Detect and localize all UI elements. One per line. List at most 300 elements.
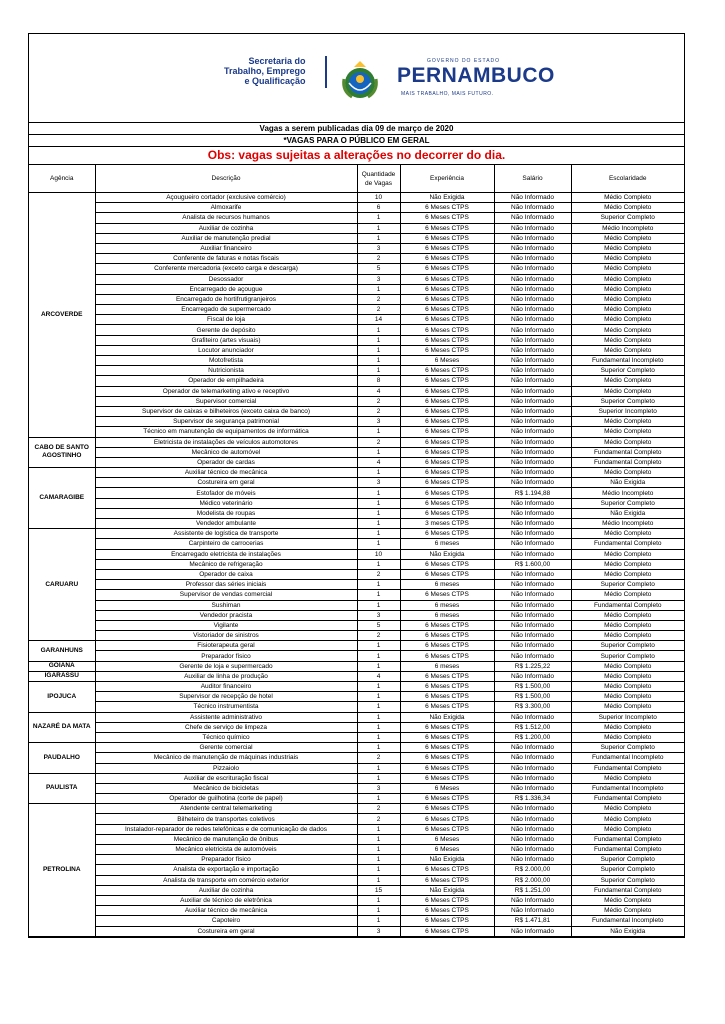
education-cell: Fundamental Completo: [571, 763, 684, 773]
education-cell: Médio Completo: [571, 569, 684, 579]
table-row: [29, 193, 684, 203]
header-agencia: Agência: [29, 165, 95, 193]
job-description-cell: Pizzaiolo: [95, 763, 357, 773]
education-cell: Superior Completo: [571, 743, 684, 753]
job-description-cell: Operador de cardas: [95, 457, 357, 467]
experience-cell: 6 Meses CTPS: [400, 203, 494, 213]
salary-cell: Não Informado: [494, 396, 571, 406]
job-description-cell: Nutricionista: [95, 366, 357, 376]
job-description-cell: Açougueiro cortador (exclusive comércio): [95, 193, 357, 203]
salary-cell: Não Informado: [494, 406, 571, 416]
table-row: [29, 814, 684, 824]
experience-cell: 6 Meses CTPS: [400, 814, 494, 824]
vacancy-count-cell: 1: [357, 488, 400, 498]
job-description-cell: Desossador: [95, 274, 357, 284]
education-cell: Médio Completo: [571, 682, 684, 692]
trabalho-line: Trabalho, Emprego: [224, 66, 306, 76]
agency-cell: PAUDALHO: [29, 743, 95, 774]
vacancy-count-cell: 10: [357, 193, 400, 203]
job-description-cell: Encarregado de açougue: [95, 284, 357, 294]
job-description-cell: Mecânico de manutenção de ônibus: [95, 834, 357, 844]
education-cell: Superior Incompleto: [571, 712, 684, 722]
table-row: [29, 620, 684, 630]
salary-cell: Não Informado: [494, 274, 571, 284]
table-row: [29, 386, 684, 396]
education-cell: Médio Completo: [571, 325, 684, 335]
date-title: Vagas a serem publicadas dia 09 de março de 2020: [29, 123, 684, 135]
salary-cell: Não Informado: [494, 804, 571, 814]
table-row: [29, 366, 684, 376]
salary-cell: R$ 1.500,00: [494, 682, 571, 692]
experience-cell: 6 Meses CTPS: [400, 895, 494, 905]
job-description-cell: Analista de transporte em comércio exterior: [95, 875, 357, 885]
table-row: [29, 478, 684, 488]
table-row: [29, 457, 684, 467]
vacancy-count-cell: 1: [357, 233, 400, 243]
experience-cell: 6 Meses CTPS: [400, 213, 494, 223]
experience-cell: 6 Meses CTPS: [400, 559, 494, 569]
education-cell: Médio Completo: [571, 376, 684, 386]
salary-cell: R$ 1.471,81: [494, 916, 571, 926]
table-row: [29, 427, 684, 437]
education-cell: Médio Completo: [571, 193, 684, 203]
experience-cell: 6 Meses CTPS: [400, 692, 494, 702]
table-row: [29, 356, 684, 366]
vacancy-count-cell: 4: [357, 671, 400, 681]
table-row: [29, 376, 684, 386]
vacancy-count-cell: 10: [357, 549, 400, 559]
job-description-cell: Gerente de depósito: [95, 325, 357, 335]
vacancy-count-cell: 1: [357, 366, 400, 376]
salary-cell: Não Informado: [494, 590, 571, 600]
education-cell: Superior Completo: [571, 580, 684, 590]
salary-cell: Não Informado: [494, 906, 571, 916]
experience-cell: Não Exigida: [400, 712, 494, 722]
salary-cell: Não Informado: [494, 478, 571, 488]
vacancy-count-cell: 1: [357, 223, 400, 233]
education-cell: Médio Completo: [571, 722, 684, 732]
job-description-cell: Vendedor ambulante: [95, 519, 357, 529]
experience-cell: 6 Meses CTPS: [400, 743, 494, 753]
experience-cell: Não Exigida: [400, 885, 494, 895]
education-cell: Médio Completo: [571, 427, 684, 437]
vacancy-count-cell: 1: [357, 916, 400, 926]
experience-cell: 6 Meses CTPS: [400, 305, 494, 315]
experience-cell: 6 Meses CTPS: [400, 906, 494, 916]
table-row: [29, 437, 684, 447]
vacancy-count-cell: 14: [357, 315, 400, 325]
vacancy-count-cell: 1: [357, 855, 400, 865]
vacancy-count-cell: 1: [357, 692, 400, 702]
education-cell: Médio Completo: [571, 254, 684, 264]
vacancy-count-cell: 5: [357, 620, 400, 630]
education-cell: Superior Completo: [571, 396, 684, 406]
experience-cell: 6 Meses CTPS: [400, 447, 494, 457]
vacancy-count-cell: 1: [357, 794, 400, 804]
salary-cell: Não Informado: [494, 203, 571, 213]
education-cell: Fundamental Incompleto: [571, 356, 684, 366]
vacancy-count-cell: 1: [357, 600, 400, 610]
experience-cell: Não Exigida: [400, 855, 494, 865]
education-cell: Médio Completo: [571, 631, 684, 641]
salary-cell: Não Informado: [494, 519, 571, 529]
education-cell: Médio Completo: [571, 732, 684, 742]
salary-cell: Não Informado: [494, 447, 571, 457]
education-cell: Médio Completo: [571, 702, 684, 712]
vacancy-count-cell: 1: [357, 590, 400, 600]
salary-cell: Não Informado: [494, 600, 571, 610]
job-description-cell: Preparador físico: [95, 855, 357, 865]
agency-cell: IPOJUCA: [29, 682, 95, 713]
header-salario: Salário: [494, 165, 571, 193]
salary-cell: Não Informado: [494, 783, 571, 793]
table-row: [29, 274, 684, 284]
salary-cell: R$ 1.600,00: [494, 559, 571, 569]
job-description-cell: Vendedor pracista: [95, 610, 357, 620]
job-description-cell: Conferente de faturas e notas fiscais: [95, 254, 357, 264]
job-description-cell: Auxiliar de cozinha: [95, 223, 357, 233]
salary-cell: Não Informado: [494, 743, 571, 753]
job-listing-sheet: [28, 33, 685, 938]
salary-cell: Não Informado: [494, 569, 571, 579]
salary-cell: Não Informado: [494, 294, 571, 304]
experience-cell: 6 Meses CTPS: [400, 794, 494, 804]
logo-divider: [325, 56, 327, 88]
table-row: [29, 468, 684, 478]
experience-cell: 6 Meses CTPS: [400, 620, 494, 630]
agency-cell: CAMARAGIBE: [29, 468, 95, 529]
experience-cell: 6 Meses CTPS: [400, 508, 494, 518]
vacancy-count-cell: 4: [357, 386, 400, 396]
education-cell: Médio Completo: [571, 294, 684, 304]
experience-cell: 6 meses: [400, 600, 494, 610]
education-cell: Médio Completo: [571, 264, 684, 274]
experience-cell: 6 Meses CTPS: [400, 804, 494, 814]
salary-cell: R$ 1.512,00: [494, 722, 571, 732]
job-description-cell: Auditor financeiro: [95, 682, 357, 692]
job-description-cell: Auxiliar de cozinha: [95, 885, 357, 895]
agency-cell: CABO DE SANTO AGOSTINHO: [29, 437, 95, 468]
experience-cell: 6 Meses CTPS: [400, 671, 494, 681]
education-cell: Não Exigida: [571, 508, 684, 518]
salary-cell: R$ 2.000,00: [494, 875, 571, 885]
vacancy-count-cell: 1: [357, 468, 400, 478]
vacancy-count-cell: 2: [357, 406, 400, 416]
vacancy-count-cell: 1: [357, 641, 400, 651]
education-cell: Médio Completo: [571, 671, 684, 681]
table-row: [29, 855, 684, 865]
salary-cell: Não Informado: [494, 641, 571, 651]
vacancy-count-cell: 1: [357, 743, 400, 753]
education-cell: Médio Completo: [571, 559, 684, 569]
experience-cell: 6 Meses CTPS: [400, 926, 494, 936]
job-description-cell: Auxiliar de técnico de eletrônica: [95, 895, 357, 905]
vacancy-count-cell: 1: [357, 427, 400, 437]
table-row: [29, 335, 684, 345]
experience-cell: 6 Meses CTPS: [400, 376, 494, 386]
table-row: [29, 671, 684, 681]
education-cell: Superior Completo: [571, 855, 684, 865]
vacancy-count-cell: 1: [357, 906, 400, 916]
table-row: [29, 651, 684, 661]
table-row: [29, 233, 684, 243]
experience-cell: 6 Meses: [400, 783, 494, 793]
education-cell: Fundamental Completo: [571, 600, 684, 610]
job-description-cell: Auxiliar técnico de mecânica: [95, 468, 357, 478]
job-description-cell: Supervisor de recepção de hotel: [95, 692, 357, 702]
vacancy-count-cell: 1: [357, 845, 400, 855]
education-cell: Médio Completo: [571, 305, 684, 315]
table-row: [29, 692, 684, 702]
table-row: [29, 661, 684, 671]
vacancies-table: [29, 165, 684, 937]
experience-cell: 6 Meses CTPS: [400, 284, 494, 294]
education-cell: Médio Completo: [571, 233, 684, 243]
education-cell: Médio Completo: [571, 417, 684, 427]
vacancy-count-cell: 2: [357, 396, 400, 406]
job-description-cell: Sushiman: [95, 600, 357, 610]
salary-cell: Não Informado: [494, 895, 571, 905]
vacancy-count-cell: 1: [357, 834, 400, 844]
slogan-text: MAIS TRABALHO, MAIS FUTURO.: [401, 91, 494, 97]
education-cell: Superior Incompleto: [571, 406, 684, 416]
salary-cell: R$ 1.194,88: [494, 488, 571, 498]
salary-cell: Não Informado: [494, 539, 571, 549]
vacancy-count-cell: 3: [357, 610, 400, 620]
vacancy-count-cell: 1: [357, 498, 400, 508]
vacancy-count-cell: 2: [357, 294, 400, 304]
table-row: [29, 447, 684, 457]
education-cell: Fundamental Completo: [571, 539, 684, 549]
job-description-cell: Analista de recursos humanos: [95, 213, 357, 223]
experience-cell: 6 Meses CTPS: [400, 457, 494, 467]
experience-cell: 6 Meses CTPS: [400, 437, 494, 447]
table-row: [29, 488, 684, 498]
job-description-cell: Fiscal de loja: [95, 315, 357, 325]
agency-cell: PETROLINA: [29, 804, 95, 936]
experience-cell: 6 Meses CTPS: [400, 763, 494, 773]
table-row: [29, 732, 684, 742]
experience-cell: 6 Meses CTPS: [400, 233, 494, 243]
job-description-cell: Costureira em geral: [95, 478, 357, 488]
experience-cell: 6 Meses CTPS: [400, 753, 494, 763]
vacancy-count-cell: 1: [357, 213, 400, 223]
job-description-cell: Operador de guilhotina (corte de papel): [95, 794, 357, 804]
salary-cell: R$ 3.300,00: [494, 702, 571, 712]
salary-cell: Não Informado: [494, 223, 571, 233]
table-row: [29, 345, 684, 355]
table-row: [29, 396, 684, 406]
education-cell: Médio Completo: [571, 549, 684, 559]
experience-cell: 6 Meses CTPS: [400, 325, 494, 335]
vacancy-count-cell: 1: [357, 732, 400, 742]
vacancy-count-cell: 1: [357, 559, 400, 569]
vacancy-count-cell: 1: [357, 284, 400, 294]
vacancy-count-cell: 1: [357, 519, 400, 529]
table-row: [29, 610, 684, 620]
vacancy-count-cell: 1: [357, 895, 400, 905]
experience-cell: 6 Meses CTPS: [400, 631, 494, 641]
job-description-cell: Atendente central telemarketing: [95, 804, 357, 814]
education-cell: Médio Incompleto: [571, 223, 684, 233]
education-cell: Médio Completo: [571, 274, 684, 284]
job-description-cell: Supervisor de segurança patrimonial: [95, 417, 357, 427]
experience-cell: 6 Meses CTPS: [400, 488, 494, 498]
experience-cell: 6 Meses CTPS: [400, 315, 494, 325]
salary-cell: Não Informado: [494, 386, 571, 396]
job-description-cell: Médico veterinário: [95, 498, 357, 508]
table-row: [29, 539, 684, 549]
job-description-cell: Almoxarife: [95, 203, 357, 213]
education-cell: Médio Completo: [571, 386, 684, 396]
education-cell: Superior Completo: [571, 213, 684, 223]
vacancy-count-cell: 2: [357, 631, 400, 641]
experience-cell: 6 Meses CTPS: [400, 406, 494, 416]
education-cell: Fundamental Incompleto: [571, 783, 684, 793]
experience-cell: 6 Meses CTPS: [400, 396, 494, 406]
governo-label: GOVERNO DO ESTADO: [427, 58, 501, 64]
table-row: [29, 254, 684, 264]
job-description-cell: Eletricista de instalações de veículos automotores: [95, 437, 357, 447]
experience-cell: 3 meses CTPS: [400, 519, 494, 529]
table-row: [29, 895, 684, 905]
table-row: [29, 845, 684, 855]
education-cell: Fundamental Incompleto: [571, 916, 684, 926]
agency-cell: NAZARÉ DA MATA: [29, 712, 95, 743]
education-cell: Superior Completo: [571, 875, 684, 885]
experience-cell: 6 Meses CTPS: [400, 590, 494, 600]
experience-cell: 6 meses: [400, 539, 494, 549]
job-description-cell: Fisioterapeuta geral: [95, 641, 357, 651]
table-header-row: [29, 165, 684, 193]
salary-cell: Não Informado: [494, 233, 571, 243]
vacancy-count-cell: 2: [357, 804, 400, 814]
job-description-cell: Supervisor de caixas e bilheteiros (exceto caixa de banco): [95, 406, 357, 416]
experience-cell: 6 Meses CTPS: [400, 427, 494, 437]
salary-cell: Não Informado: [494, 264, 571, 274]
vacancy-count-cell: 3: [357, 274, 400, 284]
table-row: [29, 834, 684, 844]
experience-cell: 6 meses: [400, 610, 494, 620]
education-cell: Médio Completo: [571, 814, 684, 824]
experience-cell: 6 Meses CTPS: [400, 386, 494, 396]
salary-cell: Não Informado: [494, 335, 571, 345]
experience-cell: 6 Meses CTPS: [400, 865, 494, 875]
table-row: [29, 315, 684, 325]
education-cell: Fundamental Completo: [571, 834, 684, 844]
salary-cell: Não Informado: [494, 712, 571, 722]
job-description-cell: Modelista de roupas: [95, 508, 357, 518]
agency-cell: IGARASSU: [29, 671, 95, 681]
table-row: [29, 406, 684, 416]
experience-cell: 6 Meses CTPS: [400, 264, 494, 274]
experience-cell: 6 Meses CTPS: [400, 345, 494, 355]
experience-cell: 6 Meses CTPS: [400, 651, 494, 661]
salary-cell: Não Informado: [494, 773, 571, 783]
salary-cell: Não Informado: [494, 356, 571, 366]
experience-cell: 6 Meses CTPS: [400, 254, 494, 264]
education-cell: Médio Completo: [571, 437, 684, 447]
salary-cell: Não Informado: [494, 417, 571, 427]
experience-cell: 6 Meses CTPS: [400, 773, 494, 783]
job-description-cell: Operador de telemarketing ativo e receptivo: [95, 386, 357, 396]
experience-cell: 6 Meses: [400, 845, 494, 855]
header-experiencia: Experiência: [400, 165, 494, 193]
vacancy-count-cell: 2: [357, 254, 400, 264]
table-row: [29, 885, 684, 895]
job-description-cell: Locutor anunciador: [95, 345, 357, 355]
salary-cell: Não Informado: [494, 254, 571, 264]
table-row: [29, 794, 684, 804]
job-description-cell: Motofretista: [95, 356, 357, 366]
experience-cell: 6 Meses CTPS: [400, 702, 494, 712]
job-description-cell: Auxiliar de manutenção predial: [95, 233, 357, 243]
salary-cell: Não Informado: [494, 620, 571, 630]
vacancy-count-cell: 1: [357, 712, 400, 722]
salary-cell: Não Informado: [494, 549, 571, 559]
table-row: [29, 906, 684, 916]
salary-cell: R$ 1.251,00: [494, 885, 571, 895]
education-cell: Não Exigida: [571, 478, 684, 488]
job-description-cell: Técnico instrumentista: [95, 702, 357, 712]
salary-cell: Não Informado: [494, 325, 571, 335]
job-description-cell: Carpinteiro de carrocerias: [95, 539, 357, 549]
experience-cell: 6 Meses: [400, 356, 494, 366]
education-cell: Fundamental Completo: [571, 457, 684, 467]
education-cell: Fundamental Incompleto: [571, 753, 684, 763]
public-title: *VAGAS PARA O PÚBLICO EM GERAL: [29, 135, 684, 147]
education-cell: Fundamental Completo: [571, 447, 684, 457]
education-cell: Médio Completo: [571, 620, 684, 630]
experience-cell: Não Exigida: [400, 549, 494, 559]
table-row: [29, 223, 684, 233]
job-description-cell: Conferente mercadoria (exceto carga e descarga): [95, 264, 357, 274]
salary-cell: Não Informado: [494, 631, 571, 641]
table-row: [29, 549, 684, 559]
experience-cell: 6 Meses CTPS: [400, 569, 494, 579]
vacancy-count-cell: 1: [357, 345, 400, 355]
job-description-cell: Assistente de logística de transporte: [95, 529, 357, 539]
table-row: [29, 773, 684, 783]
experience-cell: 6 Meses CTPS: [400, 875, 494, 885]
education-cell: Superior Completo: [571, 366, 684, 376]
experience-cell: 6 Meses CTPS: [400, 722, 494, 732]
table-row: [29, 243, 684, 253]
vacancy-count-cell: 1: [357, 875, 400, 885]
vacancy-count-cell: 1: [357, 580, 400, 590]
vacancy-count-cell: 2: [357, 814, 400, 824]
salary-cell: Não Informado: [494, 213, 571, 223]
salary-cell: R$ 1.500,00: [494, 692, 571, 702]
table-row: [29, 743, 684, 753]
job-description-cell: Operador de caixa: [95, 569, 357, 579]
job-description-cell: Costureira em geral: [95, 926, 357, 936]
vacancy-count-cell: 3: [357, 478, 400, 488]
table-row: [29, 203, 684, 213]
education-cell: Fundamental Completo: [571, 885, 684, 895]
job-description-cell: Assistente administrativo: [95, 712, 357, 722]
job-description-cell: Encarregado eletricista de instalações: [95, 549, 357, 559]
job-description-cell: Supervisor comercial: [95, 396, 357, 406]
table-row: [29, 213, 684, 223]
header-escolaridade: Escolaridade: [571, 165, 684, 193]
salary-cell: Não Informado: [494, 427, 571, 437]
salary-cell: Não Informado: [494, 468, 571, 478]
header-quantidade: Quantidade de Vagas: [357, 165, 400, 193]
salary-cell: Não Informado: [494, 193, 571, 203]
table-row: [29, 529, 684, 539]
job-description-cell: Estofador de móveis: [95, 488, 357, 498]
